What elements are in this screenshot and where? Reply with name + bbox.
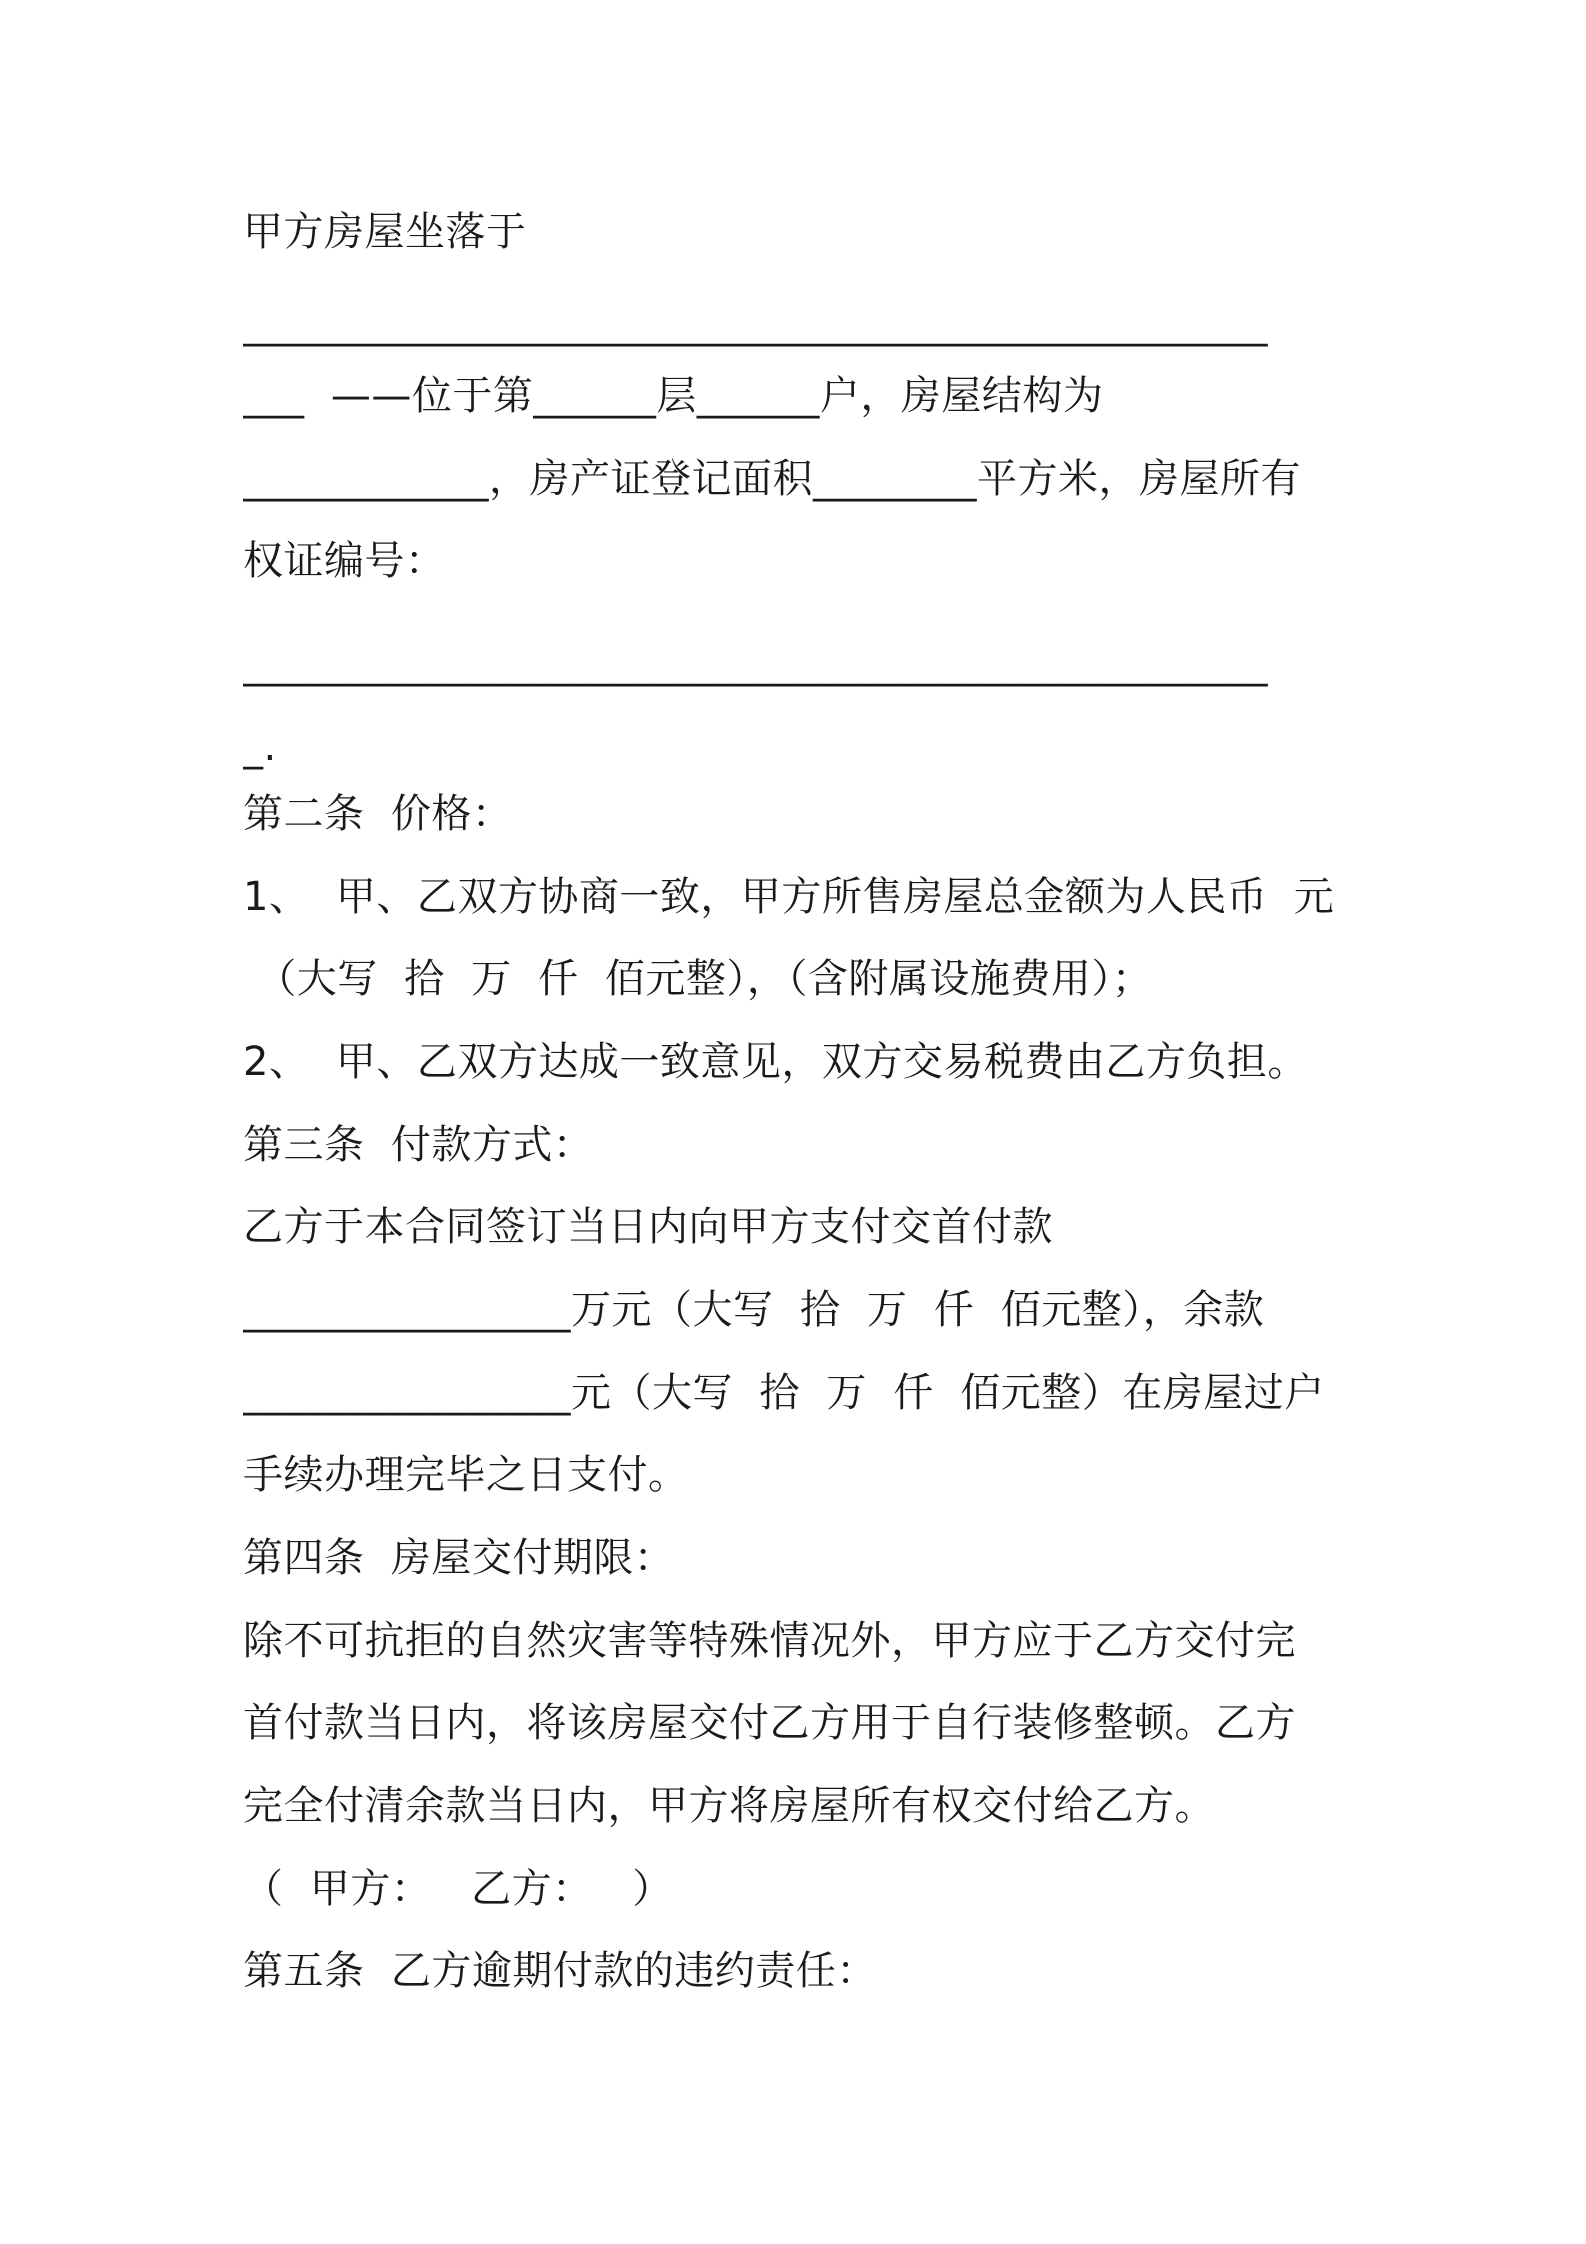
article-four-heading: 第四条 房屋交付期限： — [243, 1535, 675, 1581]
text-line-balance-due: 手续办理完毕之日支付。 — [243, 1452, 689, 1498]
text-line-down-payment-amount: ________________万元（大写 拾 万 仟 佰元整），余款 — [243, 1287, 1265, 1333]
text-line-blank-address: __________________________________________________ — [243, 301, 1268, 347]
text-line-floor-unit: ___ ——位于第______层______户，房屋结构为 — [243, 373, 1104, 419]
text-line-balance-amount: ________________元（大写 拾 万 仟 佰元整）在房屋过户 — [243, 1370, 1325, 1416]
text-line-delivery-3: 完全付清余款当日内，甲方将房屋所有权交付给乙方。 — [243, 1783, 1215, 1829]
text-line-price-item-2: 2、 甲、乙双方达成一致意见，双方交易税费由乙方负担。 — [243, 1039, 1308, 1085]
text-line-delivery-1: 除不可抗拒的自然灾害等特殊情况外，甲方应于乙方交付完 — [243, 1618, 1296, 1664]
text-line-party-signatures: （ 甲方： 乙方： ） — [243, 1866, 673, 1912]
article-three-heading: 第三条 付款方式： — [243, 1122, 594, 1168]
text-line-certificate-label: 权证编号： — [243, 538, 446, 584]
text-line-blank-end: _. — [243, 724, 277, 770]
text-line-price-capital: （大写 拾 万 仟 佰元整），（含附属设施费用）； — [243, 956, 1153, 1002]
text-line-delivery-2: 首付款当日内，将该房屋交付乙方用于自行装修整顿。乙方 — [243, 1700, 1296, 1746]
text-line-property-location: 甲方房屋坐落于 — [243, 209, 527, 255]
text-line-area: ____________，房产证登记面积________平方米，房屋所有 — [243, 456, 1301, 502]
text-line-down-payment: 乙方于本合同签订当日内向甲方支付交首付款 — [243, 1204, 1053, 1250]
text-line-price-item-1: 1、 甲、乙双方协商一致，甲方所售房屋总金额为人民币 元 — [243, 874, 1335, 920]
text-line-blank-certificate: __________________________________________________ — [243, 641, 1268, 687]
article-two-heading: 第二条 价格： — [243, 791, 513, 837]
article-five-heading: 第五条 乙方逾期付款的违约责任： — [243, 1948, 877, 1994]
